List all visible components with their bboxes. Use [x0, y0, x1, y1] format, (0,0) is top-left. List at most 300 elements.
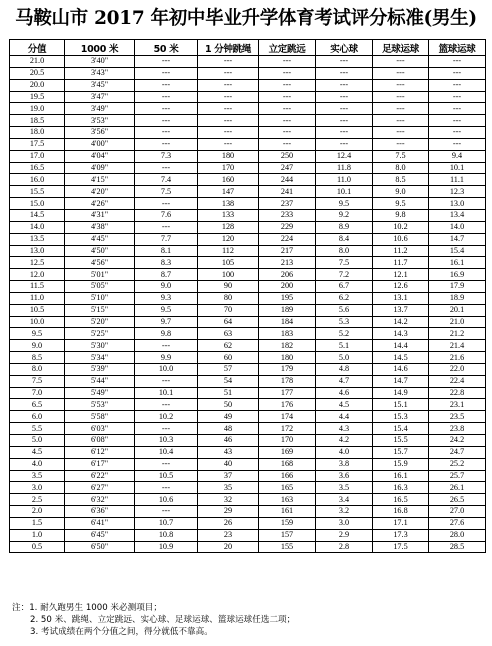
cell-jump-rope: 62 [198, 340, 259, 352]
cell-standing-long-jump: 217 [259, 245, 316, 257]
cell-football-dribble: 9.0 [373, 186, 429, 198]
cell-jump-rope: 23 [198, 529, 259, 541]
cell-50m: 10.6 [135, 494, 198, 506]
cell-1000m: 6'36" [65, 506, 135, 518]
cell-medicine-ball: --- [316, 138, 373, 150]
cell-jump-rope: 35 [198, 482, 259, 494]
table-row [10, 304, 486, 316]
cell-standing-long-jump: 189 [259, 304, 316, 316]
cell-1000m: 4'09" [65, 162, 135, 174]
cell-jump-rope: 43 [198, 446, 259, 458]
note-1: 注：1. 耐久跑男生 1000 米必测项目； [12, 603, 162, 613]
cell-50m: --- [135, 67, 198, 79]
cell-1000m: 5'58" [65, 411, 135, 423]
cell-1000m: 4'31" [65, 209, 135, 221]
table-body [10, 56, 486, 553]
cell-score: 5.0 [10, 435, 65, 447]
cell-score: 18.0 [10, 127, 65, 139]
cell-1000m: 5'01" [65, 269, 135, 281]
header-football-dribble: 足球运球 [373, 40, 429, 56]
cell-50m: --- [135, 56, 198, 68]
cell-jump-rope: 49 [198, 411, 259, 423]
cell-basketball-dribble: 9.4 [429, 150, 486, 162]
cell-jump-rope: 120 [198, 233, 259, 245]
cell-football-dribble: --- [373, 103, 429, 115]
cell-jump-rope: 54 [198, 375, 259, 387]
cell-50m: 9.5 [135, 304, 198, 316]
cell-score: 16.5 [10, 162, 65, 174]
cell-1000m: 5'30" [65, 340, 135, 352]
cell-basketball-dribble: 16.1 [429, 257, 486, 269]
cell-jump-rope: 105 [198, 257, 259, 269]
cell-score: 5.5 [10, 423, 65, 435]
cell-football-dribble: 15.5 [373, 435, 429, 447]
notes [12, 602, 482, 638]
cell-50m: 9.8 [135, 328, 198, 340]
cell-1000m: 3'40" [65, 56, 135, 68]
cell-football-dribble: 14.9 [373, 387, 429, 399]
cell-basketball-dribble: 28.5 [429, 541, 486, 553]
cell-score: 6.0 [10, 411, 65, 423]
cell-50m: 8.3 [135, 257, 198, 269]
cell-score: 8.0 [10, 363, 65, 375]
cell-medicine-ball: 4.7 [316, 375, 373, 387]
cell-standing-long-jump: --- [259, 127, 316, 139]
cell-medicine-ball: 4.5 [316, 399, 373, 411]
table-row [10, 162, 486, 174]
cell-medicine-ball: 6.2 [316, 292, 373, 304]
cell-1000m: 5'34" [65, 352, 135, 364]
cell-score: 1.0 [10, 529, 65, 541]
cell-1000m: 3'53" [65, 115, 135, 127]
cell-50m: 7.3 [135, 150, 198, 162]
cell-standing-long-jump: 172 [259, 423, 316, 435]
cell-jump-rope: --- [198, 115, 259, 127]
cell-standing-long-jump: 179 [259, 363, 316, 375]
cell-football-dribble: 10.6 [373, 233, 429, 245]
cell-50m: --- [135, 221, 198, 233]
cell-jump-rope: 180 [198, 150, 259, 162]
cell-football-dribble: --- [373, 56, 429, 68]
cell-1000m: 5'25" [65, 328, 135, 340]
cell-score: 10.5 [10, 304, 65, 316]
cell-1000m: 6'17" [65, 458, 135, 470]
cell-basketball-dribble: 13.4 [429, 209, 486, 221]
cell-1000m: 4'50" [65, 245, 135, 257]
cell-50m: --- [135, 482, 198, 494]
cell-football-dribble: 15.9 [373, 458, 429, 470]
cell-jump-rope: 112 [198, 245, 259, 257]
cell-football-dribble: --- [373, 138, 429, 150]
cell-score: 13.0 [10, 245, 65, 257]
cell-football-dribble: 17.3 [373, 529, 429, 541]
cell-medicine-ball: 12.4 [316, 150, 373, 162]
page-title: 马鞍山市 2017 年初中毕业升学体育考试评分标准(男生) [15, 8, 477, 29]
cell-score: 15.0 [10, 198, 65, 210]
cell-1000m: 4'00" [65, 138, 135, 150]
cell-football-dribble: 7.5 [373, 150, 429, 162]
cell-score: 3.0 [10, 482, 65, 494]
cell-score: 19.0 [10, 103, 65, 115]
cell-50m: --- [135, 506, 198, 518]
cell-jump-rope: 57 [198, 363, 259, 375]
cell-score: 21.0 [10, 56, 65, 68]
note-2: 2. 50 米、跳绳、立定跳远、实心球、足球运球、篮球运球任选二项； [30, 615, 296, 625]
cell-jump-rope: 37 [198, 470, 259, 482]
cell-1000m: 5'39" [65, 363, 135, 375]
table-row [10, 375, 486, 387]
cell-jump-rope: 70 [198, 304, 259, 316]
cell-score: 2.0 [10, 506, 65, 518]
cell-50m: 7.6 [135, 209, 198, 221]
cell-standing-long-jump: 206 [259, 269, 316, 281]
cell-standing-long-jump: --- [259, 91, 316, 103]
cell-1000m: 4'38" [65, 221, 135, 233]
cell-standing-long-jump: 180 [259, 352, 316, 364]
cell-basketball-dribble: --- [429, 79, 486, 91]
table-row [10, 387, 486, 399]
table-row [10, 269, 486, 281]
cell-basketball-dribble: 22.8 [429, 387, 486, 399]
cell-score: 4.5 [10, 446, 65, 458]
cell-basketball-dribble: 28.0 [429, 529, 486, 541]
cell-football-dribble: 8.0 [373, 162, 429, 174]
cell-basketball-dribble: 26.5 [429, 494, 486, 506]
cell-50m: 10.2 [135, 411, 198, 423]
table-header-row [10, 40, 486, 56]
cell-50m: --- [135, 103, 198, 115]
cell-1000m: 6'50" [65, 541, 135, 553]
cell-football-dribble: 14.3 [373, 328, 429, 340]
cell-medicine-ball: --- [316, 67, 373, 79]
cell-standing-long-jump: 224 [259, 233, 316, 245]
cell-score: 17.0 [10, 150, 65, 162]
cell-jump-rope: 147 [198, 186, 259, 198]
cell-jump-rope: 128 [198, 221, 259, 233]
cell-medicine-ball: 5.0 [316, 352, 373, 364]
table-row [10, 91, 486, 103]
cell-score: 3.5 [10, 470, 65, 482]
cell-50m: 7.5 [135, 186, 198, 198]
cell-medicine-ball: 8.9 [316, 221, 373, 233]
cell-medicine-ball: 7.5 [316, 257, 373, 269]
cell-standing-long-jump: 183 [259, 328, 316, 340]
table-row [10, 221, 486, 233]
cell-standing-long-jump: --- [259, 103, 316, 115]
cell-1000m: 3'47" [65, 91, 135, 103]
cell-basketball-dribble: --- [429, 56, 486, 68]
cell-jump-rope: 29 [198, 506, 259, 518]
cell-score: 15.5 [10, 186, 65, 198]
table-row [10, 482, 486, 494]
cell-standing-long-jump: 247 [259, 162, 316, 174]
cell-medicine-ball: 10.1 [316, 186, 373, 198]
cell-football-dribble: 15.3 [373, 411, 429, 423]
cell-jump-rope: 40 [198, 458, 259, 470]
cell-medicine-ball: 3.8 [316, 458, 373, 470]
cell-score: 4.0 [10, 458, 65, 470]
cell-50m: --- [135, 138, 198, 150]
cell-basketball-dribble: 27.0 [429, 506, 486, 518]
cell-medicine-ball: 8.0 [316, 245, 373, 257]
cell-1000m: 6'03" [65, 423, 135, 435]
cell-50m: 7.7 [135, 233, 198, 245]
cell-medicine-ball: --- [316, 79, 373, 91]
cell-score: 11.0 [10, 292, 65, 304]
cell-standing-long-jump: 170 [259, 435, 316, 447]
cell-football-dribble: 16.5 [373, 494, 429, 506]
cell-basketball-dribble: 22.4 [429, 375, 486, 387]
cell-medicine-ball: --- [316, 56, 373, 68]
cell-1000m: 6'32" [65, 494, 135, 506]
cell-score: 16.0 [10, 174, 65, 186]
cell-medicine-ball: 11.0 [316, 174, 373, 186]
cell-basketball-dribble: 21.4 [429, 340, 486, 352]
cell-medicine-ball: --- [316, 103, 373, 115]
cell-1000m: 4'56" [65, 257, 135, 269]
cell-football-dribble: 16.3 [373, 482, 429, 494]
cell-medicine-ball: 5.1 [316, 340, 373, 352]
header-score: 分值 [10, 40, 65, 56]
cell-football-dribble: 13.7 [373, 304, 429, 316]
table-row [10, 150, 486, 162]
cell-50m: 10.0 [135, 363, 198, 375]
cell-score: 20.0 [10, 79, 65, 91]
cell-medicine-ball: 6.7 [316, 281, 373, 293]
table-row [10, 529, 486, 541]
cell-standing-long-jump: 176 [259, 399, 316, 411]
cell-basketball-dribble: 16.9 [429, 269, 486, 281]
cell-football-dribble: 9.8 [373, 209, 429, 221]
cell-score: 18.5 [10, 115, 65, 127]
cell-1000m: 6'41" [65, 517, 135, 529]
table-row [10, 56, 486, 68]
table-row [10, 115, 486, 127]
cell-50m: 9.0 [135, 281, 198, 293]
cell-medicine-ball: 4.4 [316, 411, 373, 423]
cell-basketball-dribble: 13.0 [429, 198, 486, 210]
cell-medicine-ball: 2.9 [316, 529, 373, 541]
cell-1000m: 6'27" [65, 482, 135, 494]
cell-score: 10.0 [10, 316, 65, 328]
cell-50m: 8.7 [135, 269, 198, 281]
cell-football-dribble: 15.4 [373, 423, 429, 435]
cell-basketball-dribble: --- [429, 127, 486, 139]
table-row [10, 363, 486, 375]
table-row [10, 233, 486, 245]
cell-50m: 10.3 [135, 435, 198, 447]
cell-50m: --- [135, 162, 198, 174]
table-row [10, 245, 486, 257]
cell-jump-rope: --- [198, 138, 259, 150]
cell-50m: 9.3 [135, 292, 198, 304]
cell-basketball-dribble: 27.6 [429, 517, 486, 529]
cell-jump-rope: 46 [198, 435, 259, 447]
cell-basketball-dribble: 21.2 [429, 328, 486, 340]
header-50m: 50 米 [135, 40, 198, 56]
cell-football-dribble: 14.2 [373, 316, 429, 328]
cell-jump-rope: 170 [198, 162, 259, 174]
table-row [10, 186, 486, 198]
cell-basketball-dribble: 23.5 [429, 411, 486, 423]
cell-50m: 9.9 [135, 352, 198, 364]
cell-standing-long-jump: 166 [259, 470, 316, 482]
cell-standing-long-jump: 155 [259, 541, 316, 553]
cell-football-dribble: --- [373, 115, 429, 127]
cell-50m: 9.7 [135, 316, 198, 328]
cell-football-dribble: 14.6 [373, 363, 429, 375]
cell-basketball-dribble: 14.7 [429, 233, 486, 245]
cell-1000m: 3'45" [65, 79, 135, 91]
cell-basketball-dribble: 17.9 [429, 281, 486, 293]
cell-jump-rope: 26 [198, 517, 259, 529]
cell-50m: --- [135, 115, 198, 127]
cell-1000m: 5'44" [65, 375, 135, 387]
cell-1000m: 5'10" [65, 292, 135, 304]
cell-jump-rope: 48 [198, 423, 259, 435]
cell-standing-long-jump: 161 [259, 506, 316, 518]
cell-standing-long-jump: 241 [259, 186, 316, 198]
table-row [10, 340, 486, 352]
cell-standing-long-jump: 182 [259, 340, 316, 352]
cell-1000m: 4'04" [65, 150, 135, 162]
cell-1000m: 5'05" [65, 281, 135, 293]
cell-standing-long-jump: 178 [259, 375, 316, 387]
cell-basketball-dribble: 21.0 [429, 316, 486, 328]
cell-medicine-ball: 3.5 [316, 482, 373, 494]
cell-score: 7.0 [10, 387, 65, 399]
cell-jump-rope: 160 [198, 174, 259, 186]
table-row [10, 103, 486, 115]
cell-jump-rope: 138 [198, 198, 259, 210]
cell-50m: 10.1 [135, 387, 198, 399]
cell-basketball-dribble: 21.6 [429, 352, 486, 364]
table-row [10, 316, 486, 328]
cell-football-dribble: 15.7 [373, 446, 429, 458]
cell-standing-long-jump: 168 [259, 458, 316, 470]
cell-score: 19.5 [10, 91, 65, 103]
cell-50m: --- [135, 340, 198, 352]
cell-football-dribble: 14.5 [373, 352, 429, 364]
cell-standing-long-jump: 237 [259, 198, 316, 210]
cell-50m: --- [135, 198, 198, 210]
cell-score: 2.5 [10, 494, 65, 506]
cell-basketball-dribble: 24.2 [429, 435, 486, 447]
cell-standing-long-jump: 184 [259, 316, 316, 328]
cell-score: 17.5 [10, 138, 65, 150]
cell-medicine-ball: 7.2 [316, 269, 373, 281]
cell-score: 9.5 [10, 328, 65, 340]
cell-1000m: 5'49" [65, 387, 135, 399]
cell-score: 12.5 [10, 257, 65, 269]
cell-1000m: 3'43" [65, 67, 135, 79]
cell-standing-long-jump: 177 [259, 387, 316, 399]
cell-basketball-dribble: 10.1 [429, 162, 486, 174]
cell-basketball-dribble: 22.0 [429, 363, 486, 375]
cell-50m: 10.8 [135, 529, 198, 541]
cell-standing-long-jump: 169 [259, 446, 316, 458]
cell-1000m: 6'08" [65, 435, 135, 447]
cell-standing-long-jump: --- [259, 138, 316, 150]
table-row [10, 79, 486, 91]
cell-basketball-dribble: 20.1 [429, 304, 486, 316]
cell-medicine-ball: --- [316, 91, 373, 103]
cell-medicine-ball: 3.6 [316, 470, 373, 482]
cell-football-dribble: 14.7 [373, 375, 429, 387]
cell-jump-rope: 80 [198, 292, 259, 304]
cell-football-dribble: 13.1 [373, 292, 429, 304]
cell-standing-long-jump: --- [259, 67, 316, 79]
cell-medicine-ball: 3.4 [316, 494, 373, 506]
cell-medicine-ball: 4.3 [316, 423, 373, 435]
header-basketball-dribble: 篮球运球 [429, 40, 486, 56]
cell-standing-long-jump: 250 [259, 150, 316, 162]
cell-basketball-dribble: --- [429, 91, 486, 103]
table-row [10, 446, 486, 458]
cell-standing-long-jump: 233 [259, 209, 316, 221]
table-row [10, 257, 486, 269]
cell-basketball-dribble: 26.1 [429, 482, 486, 494]
table-row [10, 435, 486, 447]
table-row [10, 174, 486, 186]
cell-1000m: 6'22" [65, 470, 135, 482]
cell-jump-rope: 100 [198, 269, 259, 281]
cell-medicine-ball: 3.0 [316, 517, 373, 529]
cell-medicine-ball: 5.3 [316, 316, 373, 328]
cell-medicine-ball: --- [316, 127, 373, 139]
cell-basketball-dribble: 14.0 [429, 221, 486, 233]
cell-medicine-ball: 9.5 [316, 198, 373, 210]
cell-standing-long-jump: 163 [259, 494, 316, 506]
cell-score: 14.0 [10, 221, 65, 233]
scoring-table [9, 39, 486, 553]
cell-jump-rope: --- [198, 56, 259, 68]
table-row [10, 281, 486, 293]
header-1000m: 1000 米 [65, 40, 135, 56]
cell-standing-long-jump: --- [259, 79, 316, 91]
cell-football-dribble: --- [373, 79, 429, 91]
cell-standing-long-jump: 213 [259, 257, 316, 269]
cell-football-dribble: 17.1 [373, 517, 429, 529]
cell-jump-rope: --- [198, 91, 259, 103]
cell-basketball-dribble: --- [429, 67, 486, 79]
cell-medicine-ball: 4.6 [316, 387, 373, 399]
cell-football-dribble: 9.5 [373, 198, 429, 210]
cell-score: 11.5 [10, 281, 65, 293]
cell-score: 14.5 [10, 209, 65, 221]
cell-score: 0.5 [10, 541, 65, 553]
cell-1000m: 4'20" [65, 186, 135, 198]
table-row [10, 198, 486, 210]
cell-score: 12.0 [10, 269, 65, 281]
cell-basketball-dribble: 12.3 [429, 186, 486, 198]
cell-1000m: 5'15" [65, 304, 135, 316]
cell-score: 7.5 [10, 375, 65, 387]
cell-jump-rope: 60 [198, 352, 259, 364]
cell-basketball-dribble: 23.8 [429, 423, 486, 435]
cell-jump-rope: 133 [198, 209, 259, 221]
cell-football-dribble: --- [373, 127, 429, 139]
cell-jump-rope: 20 [198, 541, 259, 553]
cell-50m: 8.1 [135, 245, 198, 257]
cell-jump-rope: --- [198, 79, 259, 91]
table-row [10, 541, 486, 553]
cell-standing-long-jump: 200 [259, 281, 316, 293]
cell-medicine-ball: 5.6 [316, 304, 373, 316]
cell-standing-long-jump: 165 [259, 482, 316, 494]
table-row [10, 328, 486, 340]
cell-medicine-ball: --- [316, 115, 373, 127]
